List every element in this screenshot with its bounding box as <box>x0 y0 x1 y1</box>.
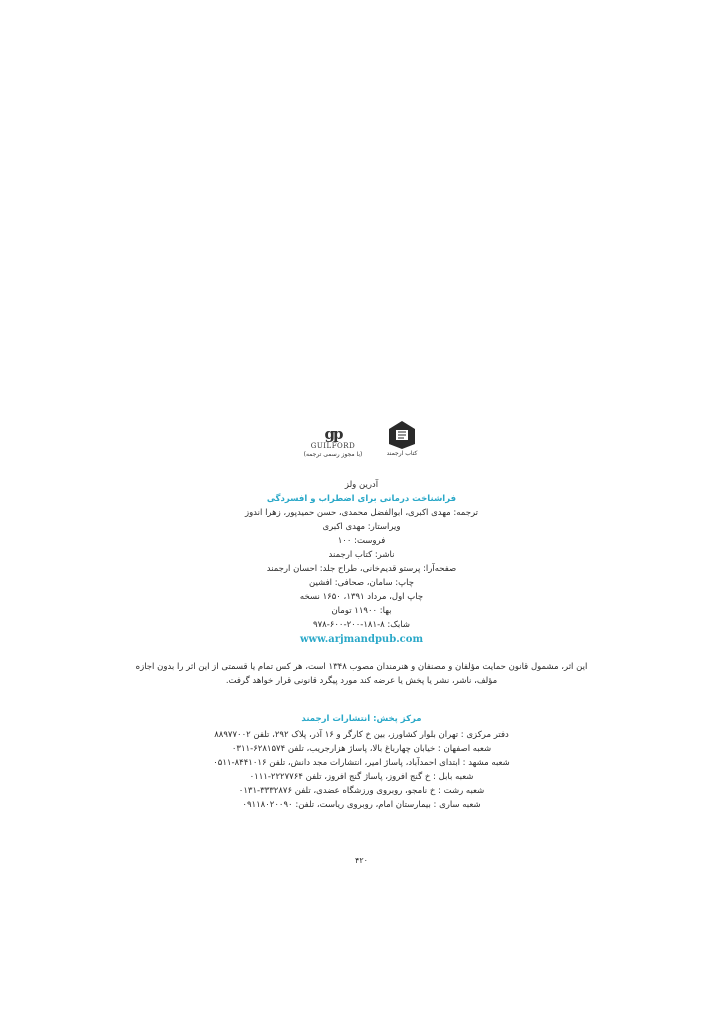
distribution-center <box>100 712 623 812</box>
office-line: شعبه مشهد : ابتدای احمدآباد، پاساژ امیر، انتشارات مجد دانش، تلفن ۸۴۴۱۰۱۶-۰۵۱۱ <box>213 758 510 768</box>
book-info <box>100 478 623 648</box>
printing: چاپ: سامان، صحافی: افشین <box>308 578 414 588</box>
guilford-license-note: (با مجوز رسمی ترجمه) <box>303 451 363 458</box>
page-number: ۴۲۰ <box>355 856 368 865</box>
office-line: شعبه ساری : بیمارستان امام، روبروی ریاست، تلفن: ۰۹۱۱۸۰۲۰۰۹۰ <box>242 800 481 810</box>
publisher-logos <box>290 420 430 472</box>
arjmand-emblem-icon <box>388 420 416 450</box>
office-line: شعبه بابل : خ گنج افروز، پاساژ گنج افروز، تلفن ۲۲۲۷۷۶۴-۰۱۱۱ <box>249 772 474 782</box>
translators: ترجمه: مهدی اکبری، ابوالفضل محمدی، حسن حمیدپور، زهرا اندوز <box>244 508 479 518</box>
office-line: دفتر مرکزی : تهران بلوار کشاورز، بین خ کارگر و ۱۶ آذر، پلاک ۲۹۲، تلفن ۸۸۹۷۷۰۰۲ <box>214 730 509 740</box>
isbn: شابک: ۸-۱۸۱-۲۰۰-۶۰۰-۹۷۸ <box>313 620 410 630</box>
price: بها: ۱۱۹۰۰ تومان <box>331 606 392 616</box>
layout-design: صفحه‌آرا: پرستو قدیم‌خانی، طراح جلد: احسان ارجمند <box>266 564 457 574</box>
guilford-mark: gp <box>324 425 342 443</box>
edition: چاپ اول، مرداد ۱۳۹۱، ۱۶۵۰ نسخه <box>299 592 424 602</box>
guilford-name: GUILFORD <box>310 442 356 450</box>
author: آدرین ولز <box>344 480 379 490</box>
arjmand-name: کتاب ارجمند <box>386 450 418 457</box>
arjmand-logo <box>384 420 420 458</box>
copyright-line-2: مؤلف، ناشر، نشر یا پخش یا عرضه کند مورد پیگرد قانونی قرار خواهد گرفت. <box>225 676 498 686</box>
series: فروست: ۱۰۰ <box>337 536 386 546</box>
copyright-line-1: این اثر، مشمول قانون حمایت مؤلفان و مصنفان و هنرمندان مصوب ۱۳۴۸ است، هر کس تمام یا قسمتی از این اثر را بدون اجازه <box>135 662 588 672</box>
editor: ویراستار: مهدی اکبری <box>322 522 401 532</box>
copyright-notice <box>90 660 633 688</box>
office-line: شعبه اصفهان : خیابان چهارباغ بالا، پاساژ هزارجریب، تلفن ۶۲۸۱۵۷۴-۰۳۱۱ <box>231 744 492 754</box>
publisher: ناشر: کتاب ارجمند <box>328 550 395 560</box>
distribution-title: مرکز پخش: انتشارات ارجمند <box>301 714 422 724</box>
website-link[interactable]: www.arjmandpub.com <box>299 634 424 645</box>
office-line: شعبه رشت : خ نامجو، روبروی ورزشگاه عضدی، تلفن ۳۳۳۲۸۷۶-۰۱۳۱ <box>238 786 485 796</box>
guilford-logo <box>290 426 376 459</box>
book-title: فراشناخت درمانی برای اضطراب و افسردگی <box>266 494 457 504</box>
